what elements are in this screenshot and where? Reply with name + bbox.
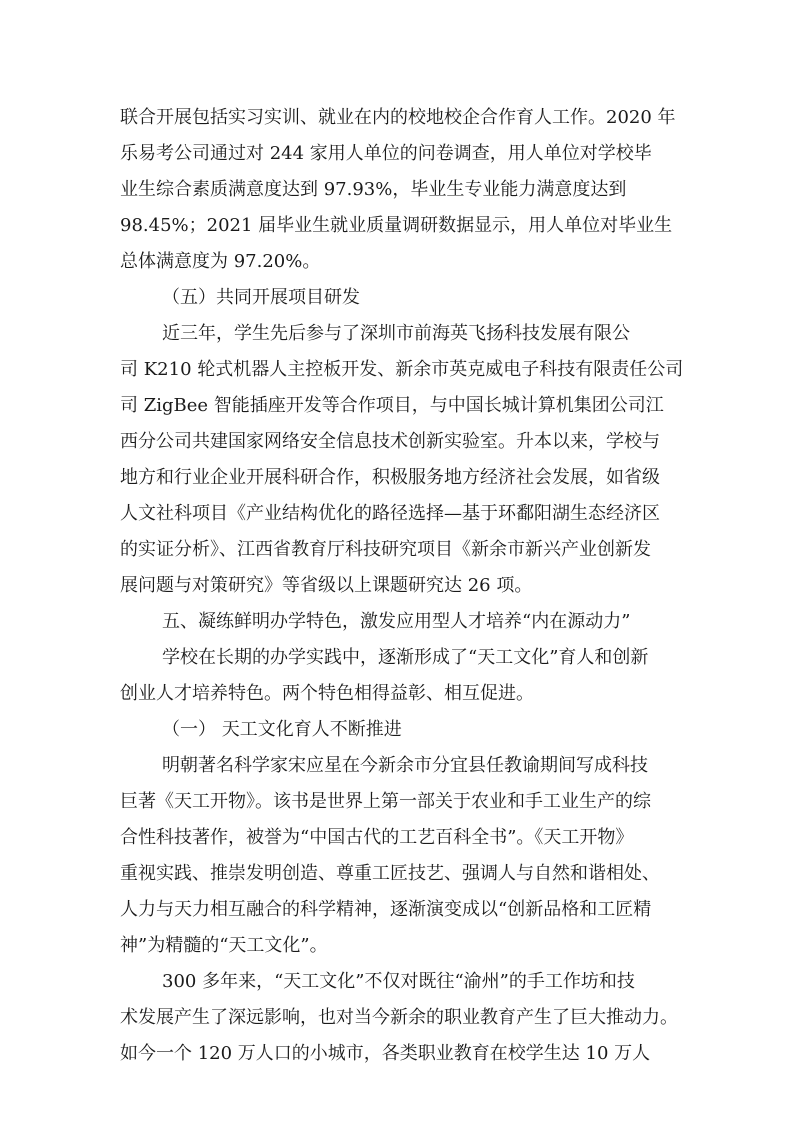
paragraph-line: 联合开展包括实习实训、就业在内的校地校企合作育人工作。2020 年 (120, 107, 676, 128)
paragraph-line: 人文社科项目《产业结构优化的路径选择—基于环鄱阳湖生态经济区 (120, 503, 660, 524)
paragraph-line: 人力与天力相互融合的科学精神，逐渐演变成以“创新品格和工匠精 (120, 899, 652, 920)
paragraph-line: 98.45%；2021 届毕业生就业质量调研数据显示，用人单位对毕业生 (120, 215, 673, 236)
paragraph-line: 巨著《天工开物》。该书是世界上第一部关于农业和手工业生产的综 (120, 791, 651, 812)
paragraph-line: 总体满意度为 97.20%。 (120, 251, 321, 272)
paragraph-line: 学校在长期的办学实践中，逐渐形成了“天工文化”育人和创新 (162, 647, 649, 668)
paragraph-line: 地方和行业企业开展科研合作，积极服务地方经济社会发展，如省级 (120, 467, 660, 488)
paragraph-line: 近三年，学生先后参与了深圳市前海英飞扬科技发展有限公 (162, 323, 630, 344)
paragraph-line: 业生综合素质满意度达到 97.93%，毕业生专业能力满意度达到 (120, 179, 627, 200)
paragraph-line: 西分公司共建国家网络安全信息技术创新实验室。升本以来，学校与 (120, 431, 660, 452)
paragraph-line: 明朝著名科学家宋应星在今新余市分宜县任教谕期间写成科技 (162, 755, 648, 776)
paragraph-line: 司 K210 轮式机器人主控板开发、新余市英克威电子科技有限责任公司 (120, 359, 684, 380)
paragraph-line: 重视实践、推崇发明创造、尊重工匠技艺、强调人与自然和谐相处、 (120, 863, 660, 884)
paragraph-line: 乐易考公司通过对 244 家用人单位的问卷调查，用人单位对学校毕 (120, 143, 652, 164)
paragraph-line: 的实证分析》、江西省教育厅科技研究项目《新余市新兴产业创新发 (120, 539, 651, 560)
paragraph-line: 术发展产生了深远影响，也对当今新余的职业教育产生了巨大推动力。 (120, 1007, 678, 1028)
section-heading: （五）共同开展项目研发 (162, 287, 360, 308)
paragraph-line: 司 ZigBee 智能插座开发等合作项目，与中国长城计算机集团公司江 (120, 395, 664, 416)
paragraph-line: 如今一个 120 万人口的小城市，各类职业教育在校学生达 10 万人 (120, 1043, 651, 1064)
paragraph-line: 展问题与对策研究》等省级以上课题研究达 26 项。 (120, 575, 533, 596)
chapter-heading: 五、凝练鲜明办学特色，激发应用型人才培养“内在源动力” (162, 611, 631, 632)
paragraph-line: 创业人才培养特色。两个特色相得益彰、相互促进。 (120, 683, 534, 704)
paragraph-line: 合性科技著作，被誉为“中国古代的工艺百科全书”。《天工开物》 (120, 827, 634, 848)
paragraph-line: 神”为精髓的“天工文化”。 (120, 935, 328, 956)
paragraph-line: 300 多年来，“天工文化”不仅对既往“渝州”的手工作坊和技 (162, 971, 635, 992)
section-heading: （一） 天工文化育人不断推进 (162, 719, 402, 740)
